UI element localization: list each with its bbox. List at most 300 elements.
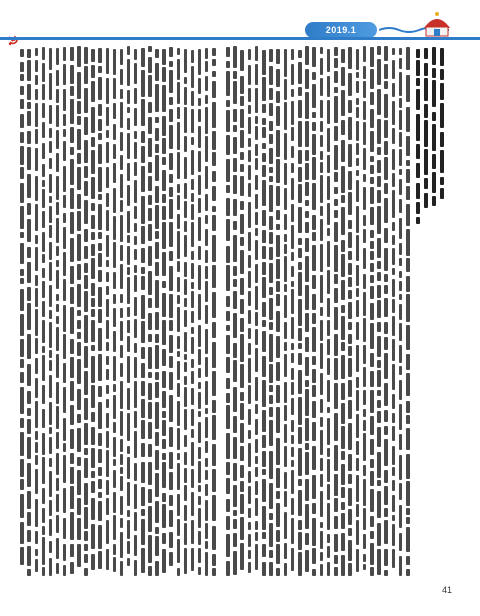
script-word — [120, 215, 124, 242]
script-word — [269, 364, 273, 383]
script-word — [162, 411, 166, 418]
script-word — [148, 102, 152, 113]
script-word — [377, 370, 381, 387]
script-word — [348, 334, 352, 344]
script-word — [240, 214, 244, 234]
script-word — [169, 47, 173, 57]
script-word — [70, 467, 74, 484]
script-word — [341, 166, 345, 194]
script-word — [291, 289, 295, 313]
script-word — [162, 504, 166, 528]
script-word — [205, 500, 209, 520]
script-word — [106, 272, 110, 282]
script-word — [406, 415, 410, 424]
script-word — [63, 544, 67, 561]
script-word — [84, 291, 88, 312]
script-word — [63, 166, 67, 192]
script-word — [42, 84, 46, 99]
script-word — [49, 458, 53, 468]
script-word — [49, 196, 53, 203]
title-text-column — [424, 46, 428, 576]
script-word — [70, 287, 74, 304]
script-word — [240, 237, 244, 246]
script-word — [348, 144, 352, 166]
script-word — [399, 179, 403, 195]
script-word — [155, 63, 159, 81]
script-word — [162, 320, 166, 344]
script-word — [341, 383, 345, 399]
script-word — [20, 432, 24, 456]
script-word — [120, 308, 124, 318]
script-word — [77, 470, 81, 495]
script-word — [98, 479, 102, 489]
script-word — [177, 428, 181, 451]
script-word — [106, 299, 110, 317]
script-word — [191, 282, 195, 288]
script-word — [269, 121, 273, 131]
script-word — [70, 307, 74, 334]
script-word — [384, 508, 388, 517]
script-word — [113, 49, 117, 76]
script-word — [162, 462, 166, 488]
script-word — [155, 501, 159, 523]
script-word — [269, 513, 273, 520]
script-word — [27, 391, 31, 404]
script-word — [399, 48, 403, 55]
script-word — [269, 49, 273, 62]
script-word — [312, 369, 316, 383]
script-word — [377, 89, 381, 115]
script-word — [127, 211, 131, 233]
script-word — [377, 322, 381, 333]
script-word — [70, 266, 74, 284]
script-word — [406, 136, 410, 156]
script-word — [226, 561, 230, 576]
script-word — [226, 516, 230, 530]
script-word — [127, 246, 131, 265]
script-word — [432, 154, 436, 169]
script-word — [106, 48, 110, 74]
script-word — [127, 558, 131, 566]
script-word — [106, 260, 110, 268]
script-word — [141, 48, 145, 67]
script-word — [226, 393, 230, 403]
script-word — [363, 187, 367, 211]
script-word — [305, 182, 309, 195]
script-word — [240, 423, 244, 443]
script-word — [370, 165, 374, 174]
script-word — [226, 61, 230, 68]
script-word — [305, 479, 309, 500]
script-word — [262, 277, 266, 298]
script-word — [205, 48, 209, 59]
script-word — [113, 492, 117, 512]
script-word — [305, 357, 309, 376]
script-word — [284, 382, 288, 403]
body-text-column — [148, 46, 152, 576]
script-word — [392, 279, 396, 296]
script-word — [320, 244, 324, 272]
script-word — [370, 416, 374, 436]
script-word — [155, 382, 159, 398]
script-word — [348, 277, 352, 287]
script-word — [205, 458, 209, 468]
script-word — [98, 133, 102, 139]
script-word — [226, 405, 230, 429]
script-word — [205, 76, 209, 90]
script-word — [177, 82, 181, 104]
script-word — [399, 434, 403, 450]
body-text-column — [406, 46, 410, 576]
script-word — [212, 444, 216, 466]
script-word — [198, 368, 202, 378]
script-word — [106, 286, 110, 295]
script-word — [148, 313, 152, 330]
script-word — [356, 322, 360, 341]
script-word — [84, 200, 88, 225]
title-text-column — [432, 46, 436, 576]
script-word — [49, 437, 53, 454]
script-word — [363, 367, 367, 387]
script-word — [255, 544, 259, 570]
script-word — [356, 504, 360, 517]
script-word — [255, 158, 259, 170]
script-word — [205, 329, 209, 353]
script-word — [370, 177, 374, 184]
script-word — [226, 100, 230, 107]
script-word — [77, 428, 81, 453]
script-word — [141, 347, 145, 359]
script-word — [20, 62, 24, 72]
script-word — [56, 494, 60, 512]
script-word — [155, 473, 159, 496]
script-word — [162, 67, 166, 82]
script-word — [169, 97, 173, 106]
script-word — [35, 338, 39, 353]
script-word — [148, 383, 152, 400]
script-word — [155, 312, 159, 330]
script-word — [49, 322, 53, 348]
script-word — [120, 363, 124, 377]
script-word — [191, 291, 195, 308]
script-word — [27, 60, 31, 81]
script-word — [56, 432, 60, 449]
script-word — [392, 222, 396, 231]
script-word — [49, 206, 53, 222]
script-word — [298, 299, 302, 326]
script-word — [363, 433, 367, 461]
script-word — [370, 567, 374, 576]
script-word — [205, 381, 209, 405]
script-word — [42, 180, 46, 187]
script-word — [141, 420, 145, 439]
script-word — [134, 297, 138, 316]
script-word — [120, 439, 124, 452]
script-word — [298, 479, 302, 485]
script-word — [162, 549, 166, 573]
script-word — [98, 433, 102, 447]
script-word — [327, 534, 331, 542]
script-word — [384, 337, 388, 350]
script-word — [406, 373, 410, 396]
script-word — [184, 77, 188, 84]
script-word — [56, 563, 60, 574]
script-word — [56, 453, 60, 475]
script-word — [205, 305, 209, 325]
script-word — [320, 491, 324, 517]
script-word — [212, 71, 216, 78]
script-word — [84, 531, 88, 540]
script-word — [262, 320, 266, 326]
script-word — [240, 130, 244, 148]
script-word — [198, 98, 202, 105]
script-word — [226, 185, 230, 194]
script-word — [162, 252, 166, 276]
script-word — [113, 557, 117, 573]
script-word — [113, 384, 117, 392]
script-word — [392, 190, 396, 218]
script-word — [106, 193, 110, 207]
script-word — [120, 454, 124, 464]
script-word — [377, 119, 381, 144]
script-word — [269, 66, 273, 85]
script-word — [49, 48, 53, 70]
script-word — [248, 522, 252, 530]
script-word — [298, 150, 302, 164]
script-word — [255, 126, 259, 140]
script-word — [177, 152, 181, 179]
script-word — [127, 520, 131, 539]
script-word — [191, 520, 195, 544]
script-word — [198, 485, 202, 492]
script-word — [91, 427, 95, 445]
script-word — [305, 256, 309, 282]
script-word — [77, 167, 81, 190]
script-word — [406, 258, 410, 272]
script-word — [276, 438, 280, 465]
script-word — [416, 60, 420, 76]
script-word — [113, 515, 117, 540]
script-word — [56, 89, 60, 104]
script-word — [240, 543, 244, 569]
script-word — [392, 48, 396, 56]
script-word — [49, 158, 53, 170]
script-word — [184, 485, 188, 501]
script-word — [27, 131, 31, 144]
script-word — [169, 372, 173, 390]
script-word — [356, 81, 360, 93]
script-word — [255, 264, 259, 284]
script-word — [184, 298, 188, 308]
script-word — [49, 141, 53, 153]
script-word — [212, 495, 216, 521]
script-word — [134, 560, 138, 576]
body-text-column — [291, 46, 295, 576]
script-word — [27, 247, 31, 258]
script-word — [233, 485, 237, 507]
script-word — [184, 409, 188, 430]
script-word — [320, 78, 324, 96]
script-word — [416, 49, 420, 58]
script-word — [27, 219, 31, 242]
script-word — [191, 222, 195, 247]
script-word — [155, 231, 159, 239]
script-word — [49, 285, 53, 306]
script-word — [298, 343, 302, 349]
script-word — [291, 368, 295, 380]
script-word — [298, 427, 302, 444]
script-word — [341, 195, 345, 203]
script-word — [269, 334, 273, 361]
script-word — [106, 498, 110, 516]
body-text-column — [169, 46, 173, 576]
script-word — [248, 165, 252, 180]
script-word — [291, 317, 295, 339]
script-word — [84, 246, 88, 259]
script-word — [327, 562, 331, 576]
body-text-column — [113, 46, 117, 576]
script-word — [416, 78, 420, 85]
script-word — [20, 74, 24, 81]
script-word — [392, 446, 396, 465]
script-word — [205, 229, 209, 246]
script-word — [262, 302, 266, 318]
script-word — [363, 229, 367, 243]
script-word — [177, 195, 181, 210]
script-word — [141, 462, 145, 483]
script-word — [399, 404, 403, 430]
script-word — [148, 224, 152, 242]
script-word — [341, 120, 345, 135]
script-word — [298, 532, 302, 549]
script-word — [348, 488, 352, 506]
script-word — [162, 281, 166, 288]
script-word — [269, 407, 273, 417]
script-word — [291, 252, 295, 261]
page-header — [0, 0, 480, 52]
script-word — [399, 483, 403, 500]
body-text-column — [198, 46, 202, 576]
script-word — [169, 294, 173, 318]
script-word — [262, 435, 266, 449]
script-word — [70, 405, 74, 425]
script-word — [356, 235, 360, 260]
script-word — [424, 178, 428, 189]
script-word — [377, 411, 381, 424]
script-word — [312, 313, 316, 324]
script-word — [255, 46, 259, 61]
script-word — [148, 176, 152, 191]
script-word — [91, 481, 95, 493]
script-word — [298, 448, 302, 476]
script-word — [162, 138, 166, 154]
script-word — [91, 385, 95, 408]
script-word — [284, 234, 288, 242]
script-word — [348, 117, 352, 140]
script-word — [348, 346, 352, 356]
script-word — [392, 480, 396, 492]
script-word — [377, 160, 381, 174]
script-word — [191, 469, 195, 488]
script-word — [141, 99, 145, 126]
script-word — [198, 422, 202, 444]
script-word — [120, 102, 124, 128]
script-word — [56, 316, 60, 324]
script-word — [169, 174, 173, 183]
script-word — [377, 206, 381, 234]
script-word — [248, 508, 252, 518]
script-word — [334, 71, 338, 83]
script-word — [141, 226, 145, 244]
script-word — [120, 467, 124, 473]
script-word — [63, 114, 67, 125]
script-word — [20, 243, 24, 265]
script-word — [127, 446, 131, 455]
script-word — [35, 431, 39, 440]
script-word — [184, 376, 188, 385]
script-word — [91, 448, 95, 468]
script-word — [70, 212, 74, 234]
script-word — [42, 433, 46, 456]
script-word — [327, 448, 331, 457]
script-word — [198, 567, 202, 575]
script-word — [198, 325, 202, 346]
script-word — [291, 382, 295, 395]
script-word — [42, 385, 46, 404]
script-word — [432, 196, 436, 206]
script-word — [226, 265, 230, 291]
script-word — [84, 483, 88, 505]
script-word — [226, 219, 230, 241]
script-word — [298, 272, 302, 296]
script-word — [312, 356, 316, 365]
script-word — [276, 106, 280, 126]
script-word — [262, 180, 266, 207]
script-word — [98, 48, 102, 63]
script-word — [148, 347, 152, 369]
script-word — [98, 204, 102, 229]
script-word — [312, 183, 316, 210]
script-word — [191, 409, 195, 426]
script-word — [284, 214, 288, 230]
script-word — [162, 49, 166, 64]
script-word — [298, 184, 302, 203]
script-word — [91, 49, 95, 62]
script-word — [269, 298, 273, 320]
script-word — [20, 459, 24, 477]
script-word — [177, 59, 181, 80]
script-word — [233, 437, 237, 460]
script-word — [291, 146, 295, 158]
script-word — [106, 320, 110, 339]
script-word — [106, 431, 110, 448]
script-word — [113, 470, 117, 488]
script-word — [70, 65, 74, 83]
body-text-column — [384, 46, 388, 576]
script-word — [70, 357, 74, 378]
script-word — [298, 328, 302, 341]
body-text-column — [348, 46, 352, 576]
script-word — [27, 491, 31, 509]
body-text-column — [377, 46, 381, 576]
script-word — [184, 362, 188, 371]
script-word — [106, 235, 110, 257]
script-word — [98, 551, 102, 569]
script-word — [377, 480, 381, 486]
script-word — [269, 523, 273, 547]
body-text-column — [312, 46, 316, 576]
script-word — [84, 275, 88, 289]
